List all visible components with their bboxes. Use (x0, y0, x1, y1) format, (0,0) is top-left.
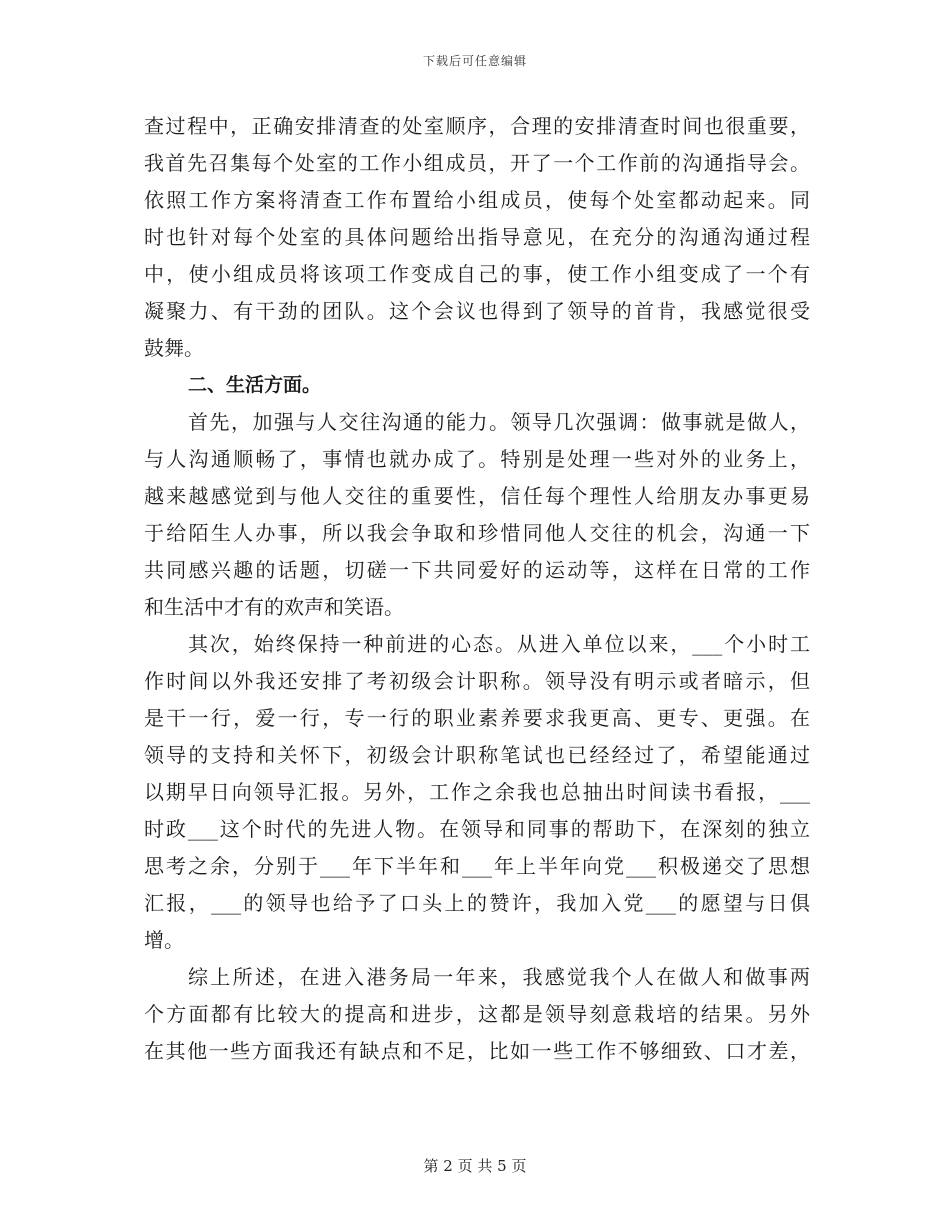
text-line: 是干一行，爱一行，专一行的职业素养要求我更高、更专、更强。在 (144, 706, 810, 730)
paragraph (144, 959, 810, 1070)
document-body (144, 108, 810, 1070)
paragraph (144, 404, 810, 626)
text-line: 依照工作方案将清查工作布置给小组成员，使每个处室都动起来。同 (144, 188, 810, 212)
text-line: 首先，加强与人交往沟通的能力。领导几次强调：做事就是做人， (188, 410, 810, 434)
paragraph (144, 626, 810, 959)
text-line: 我首先召集每个处室的工作小组成员，开了一个工作前的沟通指导会。 (144, 151, 810, 175)
text-line: 以期早日向领导汇报。另外，工作之余我也总抽出时间读书看报，___ (144, 780, 810, 804)
text-line: 与人沟通顺畅了，事情也就办成了。特别是处理一些对外的业务上， (144, 447, 810, 471)
text-line: 个方面都有比较大的提高和进步，这都是领导刻意栽培的结果。另外 (144, 1002, 810, 1026)
text-line: 于给陌生人办事，所以我会争取和珍惜同他人交往的机会，沟通一下 (144, 521, 810, 545)
text-line: 凝聚力、有干劲的团队。这个会议也得到了领导的首肯，我感觉很受 (144, 299, 810, 323)
text-line: 汇报，___的领导也给予了口头上的赞许，我加入党___的愿望与日俱 (144, 891, 810, 915)
page-number: 第 2 页 共 5 页 (423, 1157, 527, 1175)
text-line: 共同感兴趣的话题，切磋一下共同爱好的运动等，这样在日常的工作 (144, 558, 810, 582)
text-line: 时也针对每个处室的具体问题给出指导意见，在充分的沟通沟通过程 (144, 225, 810, 249)
text-line: 领导的支持和关怀下，初级会计职称笔试也已经经过了，希望能通过 (144, 743, 810, 767)
text-line: 中，使小组成员将该项工作变成自己的事，使工作小组变成了一个有 (144, 262, 810, 286)
text-line: 越来越感觉到与他人交往的重要性，信任每个理性人给朋友办事更易 (144, 484, 810, 508)
paragraph (144, 108, 810, 367)
text-line: 思考之余，分别于___年下半年和___年上半年向党___积极递交了思想 (144, 854, 810, 878)
text-line: 时政___这个时代的先进人物。在领导和同事的帮助下，在深刻的独立 (144, 817, 810, 841)
page-header: 下载后可任意编辑 (422, 54, 527, 68)
text-line: 在其他一些方面我还有缺点和不足，比如一些工作不够细致、口才差， (144, 1039, 810, 1063)
text-line: 作时间以外我还安排了考初级会计职称。领导没有明示或者暗示，但 (144, 669, 810, 693)
section-heading: 二、生活方面。 (188, 374, 322, 396)
text-line: 鼓舞。 (144, 336, 204, 360)
text-line: 增。 (144, 928, 184, 952)
text-line: 其次，始终保持一种前进的心态。从进入单位以来，___个小时工 (188, 632, 810, 656)
text-line: 查过程中，正确安排清查的处室顺序，合理的安排清查时间也很重要， (144, 114, 810, 138)
text-line: 和生活中才有的欢声和笑语。 (144, 595, 404, 619)
text-line: 综上所述，在进入港务局一年来，我感觉我个人在做人和做事两 (188, 965, 810, 989)
